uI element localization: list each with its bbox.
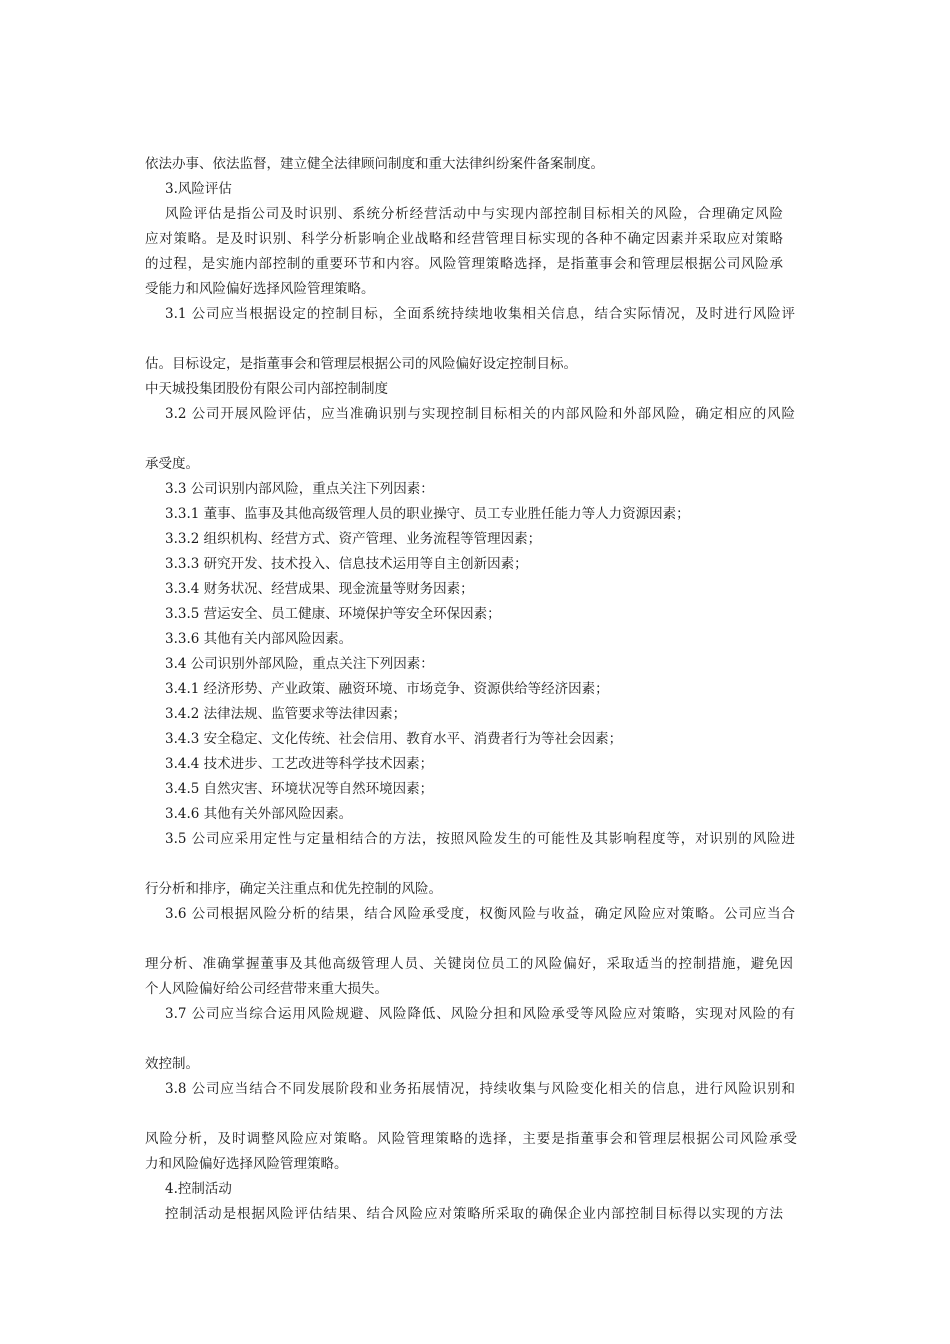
text-line: 3.8 公司应当结合不同发展阶段和业务拓展情况，持续收集与风险变化相关的信息，进行风险识别和 <box>165 1081 795 1097</box>
text-line: 风险分析，及时调整风险应对策略。风险管理策略的选择，主要是指董事会和管理层根据公司风险承受 <box>145 1131 797 1147</box>
list-item: 3.4.2 法律法规、监管要求等法律因素； <box>165 706 407 722</box>
list-item: 3.3.2 组织机构、经营方式、资产管理、业务流程等管理因素； <box>165 531 542 547</box>
text-line: 控制活动是根据风险评估结果、结合风险应对策略所采取的确保企业内部控制目标得以实现的方法 <box>165 1206 783 1222</box>
list-item: 3.3.3 研究开发、技术投入、信息技术运用等自主创新因素； <box>165 556 528 572</box>
text-line: 行分析和排序，确定关注重点和优先控制的风险。 <box>145 881 442 897</box>
text-line: 3.2 公司开展风险评估，应当准确识别与实现控制目标相关的内部风险和外部风险，确定相应的风险 <box>165 406 795 422</box>
text-line: 估。目标设定，是指董事会和管理层根据公司的风险偏好设定控制目标。 <box>145 356 577 372</box>
list-item: 3.4.6 其他有关外部风险因素。 <box>165 806 353 822</box>
list-item: 3.4.3 安全稳定、文化传统、社会信用、教育水平、消费者行为等社会因素； <box>165 731 623 747</box>
text-line: 应对策略。是及时识别、科学分析影响企业战略和经营管理目标实现的各种不确定因素并采取应对策略 <box>145 231 783 247</box>
text-line: 效控制。 <box>145 1056 199 1072</box>
text-line: 的过程，是实施内部控制的重要环节和内容。风险管理策略选择，是指董事会和管理层根据公司风险承 <box>145 256 783 272</box>
section-heading: 3.风险评估 <box>165 181 232 197</box>
text-line: 承受度。 <box>145 456 199 472</box>
section-heading: 4.控制活动 <box>165 1181 232 1197</box>
list-item: 3.3.6 其他有关内部风险因素。 <box>165 631 353 647</box>
text-line: 3.7 公司应当综合运用风险规避、风险降低、风险分担和风险承受等风险应对策略，实现对风险的有 <box>165 1006 795 1022</box>
list-item: 3.3.5 营运安全、员工健康、环境保护等安全环保因素； <box>165 606 501 622</box>
list-item: 3.4.5 自然灾害、环境状况等自然环境因素； <box>165 781 434 797</box>
list-item: 3.4.1 经济形势、产业政策、融资环境、市场竞争、资源供给等经济因素； <box>165 681 609 697</box>
running-header: 中天城投集团股份有限公司内部控制制度 <box>145 381 388 397</box>
text-line: 3.4 公司识别外部风险，重点关注下列因素： <box>165 656 434 672</box>
text-line: 3.5 公司应采用定性与定量相结合的方法，按照风险发生的可能性及其影响程度等，对识别的风险进 <box>165 831 795 847</box>
text-line: 力和风险偏好选择风险管理策略。 <box>145 1156 348 1172</box>
list-item: 3.3.4 财务状况、经营成果、现金流量等财务因素； <box>165 581 474 597</box>
list-item: 3.4.4 技术进步、工艺改进等科学技术因素； <box>165 756 434 772</box>
text-line: 3.1 公司应当根据设定的控制目标，全面系统持续地收集相关信息，结合实际情况，及时进行风险评 <box>165 306 795 322</box>
text-line: 依法办事、依法监督，建立健全法律顾问制度和重大法律纠纷案件备案制度。 <box>145 156 604 172</box>
text-line: 3.3 公司识别内部风险，重点关注下列因素： <box>165 481 434 497</box>
text-line: 理分析、准确掌握董事及其他高级管理人员、关键岗位员工的风险偏好，采取适当的控制措施，避免因 <box>145 956 793 972</box>
text-line: 3.6 公司根据风险分析的结果，结合风险承受度，权衡风险与收益，确定风险应对策略。公司应当合 <box>165 906 795 922</box>
text-line: 受能力和风险偏好选择风险管理策略。 <box>145 281 375 297</box>
text-line: 风险评估是指公司及时识别、系统分析经营活动中与实现内部控制目标相关的风险，合理确定风险 <box>165 206 783 222</box>
list-item: 3.3.1 董事、监事及其他高级管理人员的职业操守、员工专业胜任能力等人力资源因素； <box>165 506 690 522</box>
text-line: 个人风险偏好给公司经营带来重大损失。 <box>145 981 388 997</box>
